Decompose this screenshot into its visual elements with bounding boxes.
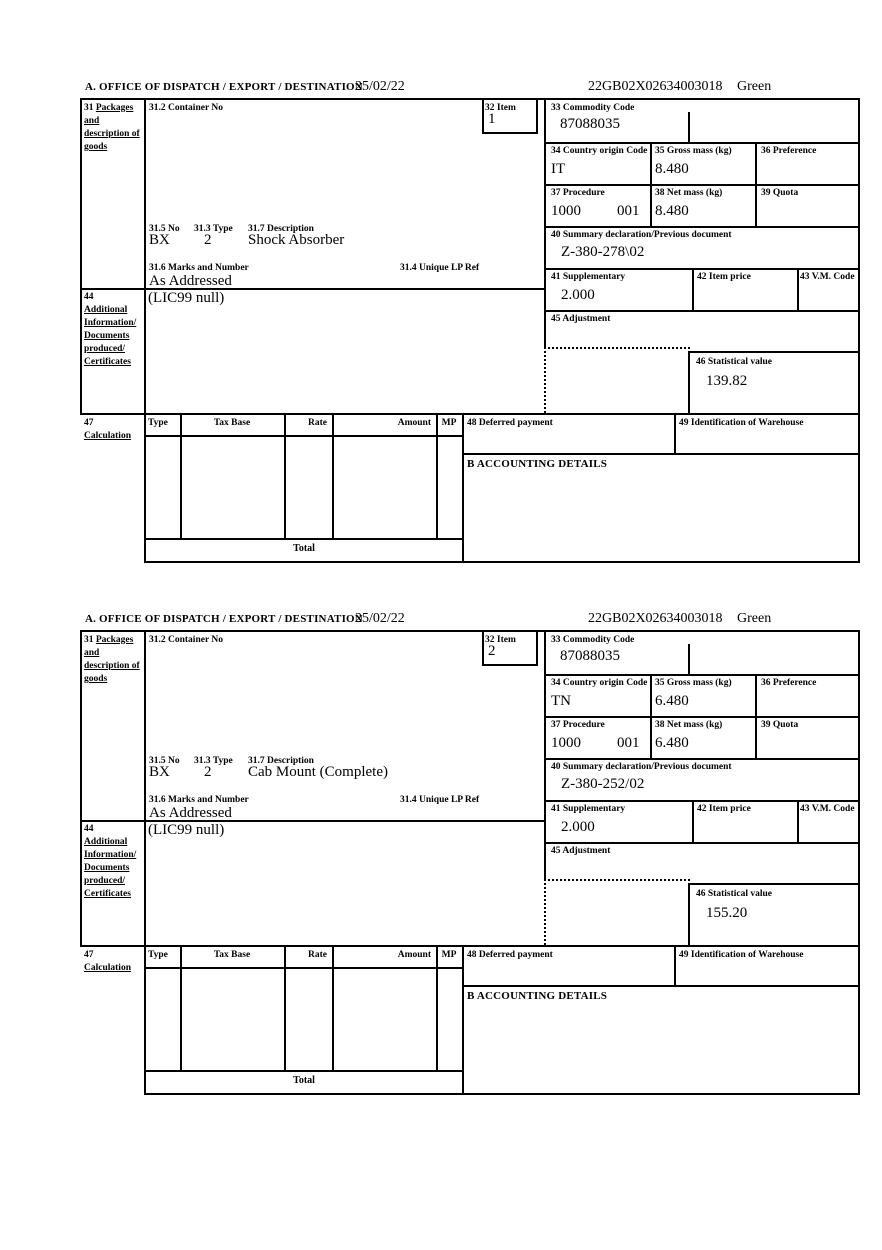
taxbase-rate-divider [284,413,286,538]
type-taxbase-divider [180,413,182,538]
box31-6-label: 31.6 Marks and Number [149,795,249,805]
box34-label: 34 Country origin Code [551,678,648,688]
label-column-divider [144,630,146,1093]
box49-label: 49 Identification of Warehouse [679,418,804,428]
movement-reference-number: 22GB02X02634003018 [588,79,723,94]
box31-text: Packages and description of goods [84,635,140,684]
country-origin-value: TN [551,693,571,709]
box31-label [84,102,140,154]
box41-row-bottom-border [544,310,860,312]
box48-bottom-border [462,985,860,987]
outer-right-border [858,98,860,561]
box36-label: 36 Preference [761,678,817,688]
box37-row-bottom-border [544,226,860,228]
additional-info-value: (LIC99 null) [148,822,225,838]
box45-label: 45 Adjustment [551,846,611,856]
col-amount-header: Amount [397,950,431,960]
box37-row-bottom-border [544,758,860,760]
box31-3-label: 31.3 Type [194,756,233,766]
box33-bottom-border [544,674,860,676]
additional-info-value: (LIC99 null) [148,290,225,306]
box31-number: 31 [84,635,96,645]
col-amount-header: Amount [397,418,431,428]
box31-7-label: 31.7 Description [248,756,314,766]
box41-box42-divider [692,268,694,310]
supplementary-value: 2.000 [561,819,595,835]
dotted-horizontal-border [544,347,690,349]
office-of-dispatch-label: A. OFFICE OF DISPATCH / EXPORT / DESTINATION [85,613,363,625]
movement-reference-number: 22GB02X02634003018 [588,611,723,626]
box47-label [84,417,134,443]
total-label: Total [293,543,315,554]
box46-left-border [688,883,690,945]
box32-right-border [536,630,538,664]
box43-label: 43 V.M. Code [800,272,855,282]
col-type-header: Type [148,418,168,428]
box42-label: 42 Item price [697,804,751,814]
box34-label: 34 Country origin Code [551,146,648,156]
outer-top-border [80,630,860,632]
box49-label: 49 Identification of Warehouse [679,950,804,960]
box36-label: 36 Preference [761,146,817,156]
item-number-value: 2 [488,643,496,659]
box31-number: 31 [84,103,96,113]
box31-3-label: 31.3 Type [194,224,233,234]
marks-value: As Addressed [149,805,232,821]
procedure-extra-value: 001 [617,203,640,219]
table-body-bottom-border [144,538,464,540]
statistical-value: 139.82 [706,373,748,389]
box46-left-border [688,351,690,413]
package-number-value: BX [149,232,170,248]
country-origin-value: IT [551,161,566,177]
box41-box42-divider [692,800,694,842]
box46-label: 46 Statistical value [696,889,772,899]
box34-row-bottom-border [544,716,860,718]
type-taxbase-divider [180,945,182,1070]
box42-label: 42 Item price [697,272,751,282]
box48-label: 48 Deferred payment [467,950,553,960]
box33-label: 33 Commodity Code [551,103,635,113]
box31-2-label: 31.2 Container No [149,635,223,645]
box34-box35-divider [650,674,652,758]
outer-bottom-border [144,561,860,563]
box41-label: 41 Supplementary [551,272,626,282]
box48-label: 48 Deferred payment [467,418,553,428]
box46-label: 46 Statistical value [696,357,772,367]
box44-label [84,291,138,369]
net-mass-value: 8.480 [655,203,689,219]
box31-2-label: 31.2 Container No [149,103,223,113]
box41-label: 41 Supplementary [551,804,626,814]
rate-amount-divider [332,413,334,538]
box32-left-border [482,630,484,664]
marks-value: As Addressed [149,273,232,289]
box31-4-label: 31.4 Unique LP Ref [400,263,480,273]
declaration-date: 25/02/22 [355,79,405,94]
supplementary-value: 2.000 [561,287,595,303]
box37-label: 37 Procedure [551,720,605,730]
statistical-value: 155.20 [706,905,748,921]
calculation-row-top-border [80,945,860,947]
box34-row-bottom-border [544,184,860,186]
box31-7-label: 31.7 Description [248,224,314,234]
box47-label [84,949,134,975]
commodity-code-value: 87088035 [560,116,620,132]
box47-text: Calculation [84,431,131,441]
package-type-value: 2 [204,764,212,780]
box31-label [84,634,140,686]
declaration-item-section-2 [78,610,868,1105]
box42-box43-divider [797,268,799,310]
box39-label: 39 Quota [761,720,799,730]
box31-5-label: 31.5 No [149,224,180,234]
box46-top-border [688,883,860,885]
box44-label [84,823,138,901]
col-mp-header: MP [441,418,457,428]
col-type-header: Type [148,950,168,960]
label-column-divider [144,98,146,561]
taxbase-rate-divider [284,945,286,1070]
dotted-horizontal-border [544,879,690,881]
rate-amount-divider [332,945,334,1070]
box48-box49-divider [674,945,676,985]
box32-bottom-border [482,132,538,134]
box35-label: 35 Gross mass (kg) [655,678,732,688]
outer-right-border [858,630,860,1093]
gross-mass-value: 8.480 [655,161,689,177]
routing-status: Green [737,611,772,626]
box38-label: 38 Net mass (kg) [655,720,723,730]
box47-text: Calculation [84,963,131,973]
box32-label: 32 Item [485,103,516,113]
commodity-code-value: 87088035 [560,648,620,664]
col-mp-header: MP [441,950,457,960]
box41-row-bottom-border [544,842,860,844]
accounting-details-label: B ACCOUNTING DETAILS [467,990,608,1002]
box44-number: 44 [84,292,94,302]
box42-box43-divider [797,800,799,842]
office-of-dispatch-label: A. OFFICE OF DISPATCH / EXPORT / DESTINATION [85,81,363,93]
amount-mp-divider [436,413,438,538]
box46-top-border [688,351,860,353]
box43-label: 43 V.M. Code [800,804,855,814]
box33-inner-divider [688,644,690,674]
box32-bottom-border [482,664,538,666]
box47-number: 47 [84,418,94,428]
box47-number: 47 [84,950,94,960]
summary-declaration-value: Z-380-278\02 [561,244,645,260]
accounting-details-label: B ACCOUNTING DETAILS [467,458,608,470]
box40-bottom-border [544,800,860,802]
box40-label: 40 Summary declaration/Previous document [551,762,732,772]
item-number-value: 1 [488,111,496,127]
gross-mass-value: 6.480 [655,693,689,709]
box35-box36-divider [755,674,757,758]
box31-4-label: 31.4 Unique LP Ref [400,795,480,805]
box40-bottom-border [544,268,860,270]
box34-box35-divider [650,142,652,226]
box37-label: 37 Procedure [551,188,605,198]
routing-status: Green [737,79,772,94]
box48-box49-divider [674,413,676,453]
box48-bottom-border [462,453,860,455]
procedure-extra-value: 001 [617,735,640,751]
amount-mp-divider [436,945,438,1070]
table-header-bottom-border [144,967,464,969]
procedure-value: 1000 [551,203,581,219]
declaration-item-section-1 [78,78,868,573]
summary-declaration-value: Z-380-252/02 [561,776,645,792]
box31-text: Packages and description of goods [84,103,140,152]
box35-label: 35 Gross mass (kg) [655,146,732,156]
net-mass-value: 6.480 [655,735,689,751]
box33-label: 33 Commodity Code [551,635,635,645]
box44-number: 44 [84,824,94,834]
total-label: Total [293,1075,315,1086]
box31-6-label: 31.6 Marks and Number [149,263,249,273]
box33-inner-divider [688,112,690,142]
box39-label: 39 Quota [761,188,799,198]
goods-description-value: Cab Mount (Complete) [248,764,388,780]
box35-box36-divider [755,142,757,226]
package-number-value: BX [149,764,170,780]
declaration-date: 25/02/22 [355,611,405,626]
box33-bottom-border [544,142,860,144]
dotted-vertical-border [544,347,546,413]
col-tax-base-header: Tax Base [213,950,251,960]
box31-5-label: 31.5 No [149,756,180,766]
box44-text: Additional Information/ Documents produced/ Certificates [84,837,137,899]
col-rate-header: Rate [308,418,327,428]
box32-label: 32 Item [485,635,516,645]
table-header-bottom-border [144,435,464,437]
col-rate-header: Rate [308,950,327,960]
col-tax-base-header: Tax Base [213,418,251,428]
box32-left-border [482,98,484,132]
outer-left-border [80,98,82,413]
outer-left-border [80,630,82,945]
outer-top-border [80,98,860,100]
box38-label: 38 Net mass (kg) [655,188,723,198]
dotted-vertical-border [544,879,546,945]
box40-label: 40 Summary declaration/Previous document [551,230,732,240]
goods-description-value: Shock Absorber [248,232,345,248]
box45-label: 45 Adjustment [551,314,611,324]
procedure-value: 1000 [551,735,581,751]
box44-text: Additional Information/ Documents produced/ Certificates [84,305,137,367]
box32-right-border [536,98,538,132]
table-body-bottom-border [144,1070,464,1072]
outer-bottom-border [144,1093,860,1095]
package-type-value: 2 [204,232,212,248]
calculation-row-top-border [80,413,860,415]
